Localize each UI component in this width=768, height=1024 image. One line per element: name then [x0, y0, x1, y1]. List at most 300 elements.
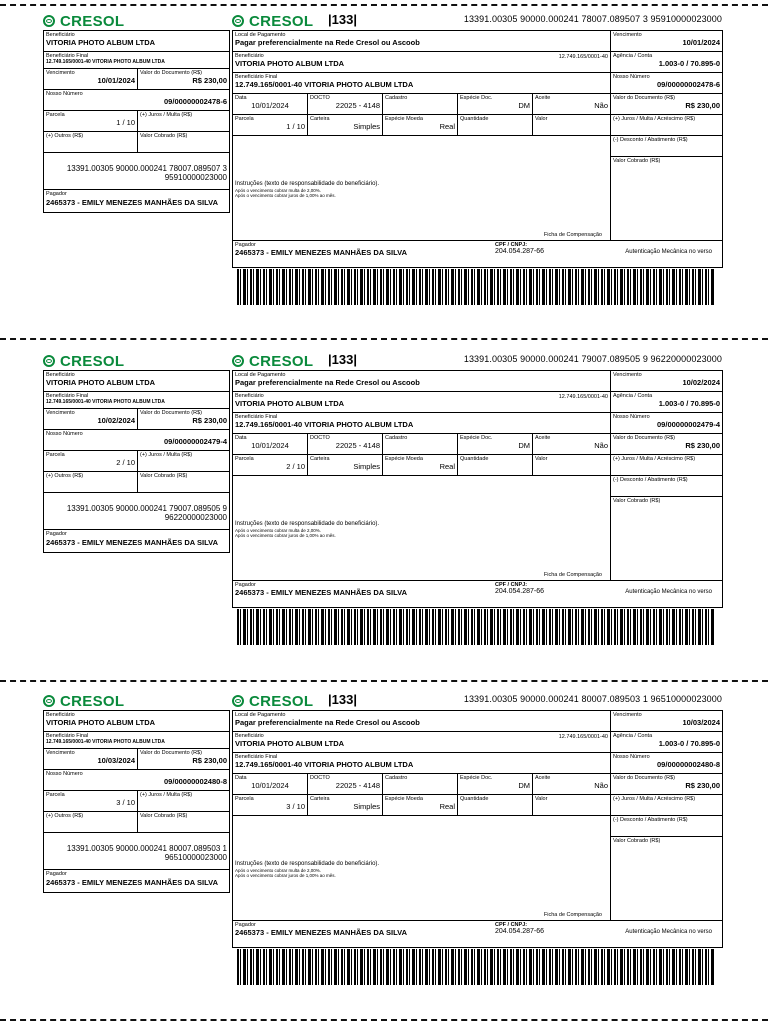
field-value: R$ 230,00 [685, 101, 720, 110]
field-value: 12.749.165/0001-40 [558, 734, 608, 740]
field-value: Beneficiário [46, 372, 75, 378]
comp-beneficiario-final [233, 753, 611, 774]
ficha-compensacao-label: Ficha de Compensação [543, 912, 602, 918]
comp-especie-doc [458, 774, 533, 795]
comp-especie-doc [458, 434, 533, 455]
comp-desconto [611, 476, 722, 497]
field-value: Vencimento [613, 712, 642, 718]
field-value: Espécie Moeda [385, 796, 423, 802]
comp-desconto [611, 816, 722, 837]
boleto-slip-2 [0, 340, 768, 640]
field-value: 09/00000002478-6 [657, 80, 720, 89]
field-value: 12.749.165/0001-40 VITORIA PHOTO ALBUM LTDA [46, 399, 165, 405]
instrucao-juros: Após o vencimento cobrar juros de 1,00% ao mês. [235, 872, 336, 878]
cresol-logo [43, 13, 124, 29]
barcode [237, 949, 715, 985]
field-value: (-) Desconto / Abatimento (R$) [613, 817, 688, 823]
field-value: R$ 230,00 [192, 76, 227, 85]
field-value: Nosso Número [613, 414, 650, 420]
field-value: 10/01/2024 [97, 76, 135, 85]
receipt-beneficiario [44, 371, 229, 392]
field-value: Autenticação Mecânica no verso [625, 249, 712, 255]
field-value: 13391.00305 90000.000241 78007.089507 3 [66, 164, 227, 173]
field-value: Pagador [235, 242, 256, 248]
comp-data [233, 434, 308, 455]
field-value: 10/02/2024 [97, 416, 135, 425]
instrucoes-title: Instruções (texto de responsabilidade do beneficiário). [235, 521, 380, 527]
cresol-logo [232, 13, 313, 29]
field-value: Beneficiário Final [46, 53, 89, 59]
field-value: (+) Juros / Multa (R$) [140, 792, 193, 798]
field-value: (+) Juros / Multa / Acréscimo (R$) [613, 456, 696, 462]
field-value: (+) Juros / Multa / Acréscimo (R$) [613, 796, 696, 802]
field-value: Parcela [235, 116, 254, 122]
field-value: Quantidade [460, 796, 489, 802]
field-value: R$ 230,00 [685, 441, 720, 450]
comp-pagador [233, 921, 722, 947]
field-value: Data [235, 95, 247, 101]
field-value: 10/02/2024 [682, 378, 720, 387]
comp-vencimento [611, 711, 722, 732]
linha-digitavel: 13391.00305 90000.000241 80007.089503 1 96510000023000 [463, 694, 722, 704]
comp-quantidade [458, 115, 533, 136]
field-value: 12.749.165/0001-40 VITORIA PHOTO ALBUM LTDA [235, 80, 414, 89]
field-value: Valor do Documento (R$) [140, 70, 202, 76]
field-value: DOCTO [310, 95, 330, 101]
field-value: 1 / 10 [286, 122, 305, 131]
field-value: 96220000023000 [164, 513, 227, 522]
field-value: Espécie Moeda [385, 456, 423, 462]
receipt-parcela [44, 111, 138, 132]
field-value: (-) Desconto / Abatimento (R$) [613, 477, 688, 483]
field-value: Real [439, 122, 455, 131]
field-value: 12.749.165/0001-40 [558, 54, 608, 60]
field-value: R$ 230,00 [192, 756, 227, 765]
receipt-pagador [44, 870, 229, 892]
field-value: 1.003-0 / 70.895-0 [658, 59, 720, 68]
comp-beneficiario [233, 732, 611, 753]
field-value: Vencimento [613, 372, 642, 378]
receipt-beneficiario [44, 31, 229, 52]
field-value: VITORIA PHOTO ALBUM LTDA [235, 739, 345, 748]
field-value: Pagador [235, 582, 256, 588]
field-value: Aceite [535, 775, 551, 781]
field-value: Espécie Moeda [385, 116, 423, 122]
comp-beneficiario [233, 392, 611, 413]
field-value: DOCTO [310, 775, 330, 781]
receipt-beneficiario-final [44, 392, 229, 409]
comp-valor-documento [611, 774, 722, 795]
field-value: Beneficiário Final [46, 393, 89, 399]
field-value: Beneficiário [235, 733, 264, 739]
barcode [237, 269, 715, 305]
field-value: 2 / 10 [286, 462, 305, 471]
comp-valor-cobrado [611, 157, 722, 241]
field-value: 22025 - 4148 [335, 101, 380, 110]
field-value: Beneficiário [235, 53, 264, 59]
receipt-linha-digitavel [44, 153, 229, 190]
field-value: Simples [353, 802, 380, 811]
field-value: Não [594, 441, 608, 450]
field-value: Valor do Documento (R$) [613, 435, 675, 441]
field-value: CPF / CNPJ: [495, 922, 528, 928]
field-value: 2465373 - EMILY MENEZES MANHÃES DA SILVA [235, 248, 407, 257]
field-value: 09/00000002479-4 [164, 437, 227, 446]
receipt-valor-documento [138, 749, 229, 770]
comp-especie-moeda [383, 115, 458, 136]
receipt-box [43, 30, 230, 213]
field-value: Aceite [535, 435, 551, 441]
field-value: CRESOL [60, 692, 125, 710]
cresol-logo-icon [43, 695, 55, 707]
field-value: Pagador [46, 191, 67, 197]
comp-aceite [533, 94, 611, 115]
receipt-outros [44, 812, 138, 833]
field-value: 22025 - 4148 [335, 441, 380, 450]
field-value: Agência / Conta [613, 733, 653, 739]
field-value: 10/01/2024 [251, 781, 289, 790]
comp-especie-doc [458, 94, 533, 115]
field-value: 12.749.165/0001-40 VITORIA PHOTO ALBUM LTDA [235, 420, 414, 429]
field-value: 12.749.165/0001-40 VITORIA PHOTO ALBUM LTDA [235, 760, 414, 769]
comp-vencimento [611, 371, 722, 392]
receipt-beneficiario-final [44, 52, 229, 69]
cresol-logo-icon [43, 355, 55, 367]
field-value: Cadastro [385, 95, 408, 101]
comp-quantidade [458, 795, 533, 816]
field-value: Pagar preferencialmente na Rede Cresol ou Ascoob [235, 378, 420, 387]
field-value: 204.054.287-66 [495, 248, 545, 255]
field-value: Parcela [46, 112, 65, 118]
field-value: VITORIA PHOTO ALBUM LTDA [235, 59, 345, 68]
field-value: Nosso Número [613, 754, 650, 760]
receipt-pagador [44, 530, 229, 552]
field-value: Pagador [46, 871, 67, 877]
comp-parcela [233, 115, 308, 136]
field-value: (+) Outros (R$) [46, 813, 84, 819]
field-value: 3 / 10 [116, 798, 135, 807]
field-value: (+) Juros / Multa (R$) [140, 112, 193, 118]
field-value: Cadastro [385, 435, 408, 441]
receipt-beneficiario-final [44, 732, 229, 749]
comp-aceite [533, 774, 611, 795]
cresol-logo-icon [232, 15, 244, 27]
ficha-compensacao-label: Ficha de Compensação [543, 232, 602, 238]
comp-beneficiario-final [233, 73, 611, 94]
field-value: Valor Cobrado (R$) [140, 813, 188, 819]
field-value: 1.003-0 / 70.895-0 [658, 399, 720, 408]
comp-carteira [308, 115, 383, 136]
comp-valor-cobrado [611, 837, 722, 921]
field-value: Beneficiário [235, 393, 264, 399]
field-value: Nosso Número [46, 431, 83, 437]
comp-valor [533, 455, 611, 476]
field-value: Pagar preferencialmente na Rede Cresol ou Ascoob [235, 718, 420, 727]
barcode [237, 609, 715, 645]
field-value: CPF / CNPJ: [495, 582, 528, 588]
comp-parcela [233, 455, 308, 476]
field-value: 12.749.165/0001-40 VITORIA PHOTO ALBUM LTDA [46, 59, 165, 65]
field-value: R$ 230,00 [192, 416, 227, 425]
field-value: 13391.00305 90000.000241 80007.089503 1 [66, 844, 227, 853]
field-value: 1.003-0 / 70.895-0 [658, 739, 720, 748]
receipt-juros-multa [138, 791, 229, 812]
receipt-juros-multa [138, 111, 229, 132]
field-value: 10/01/2024 [682, 38, 720, 47]
field-value: Cadastro [385, 775, 408, 781]
field-value: VITORIA PHOTO ALBUM LTDA [46, 718, 156, 727]
field-value: Vencimento [46, 70, 75, 76]
field-value: Real [439, 462, 455, 471]
receipt-pagador [44, 190, 229, 212]
field-value: (+) Outros (R$) [46, 133, 84, 139]
field-value: 13391.00305 90000.000241 79007.089505 9 [66, 504, 227, 513]
field-value: Aceite [535, 95, 551, 101]
compensation-box [232, 30, 723, 268]
field-value: Agência / Conta [613, 393, 653, 399]
comp-docto [308, 434, 383, 455]
field-value: 12.749.165/0001-40 VITORIA PHOTO ALBUM LTDA [46, 739, 165, 745]
field-value: Nosso Número [613, 74, 650, 80]
comp-data [233, 774, 308, 795]
instrucao-juros: Após o vencimento cobrar juros de 1,00% ao mês. [235, 192, 336, 198]
comp-valor-documento [611, 94, 722, 115]
linha-digitavel: 13391.00305 90000.000241 79007.089505 9 96220000023000 [463, 354, 722, 364]
field-value: Carteira [310, 456, 330, 462]
comp-desconto [611, 136, 722, 157]
field-value: Simples [353, 122, 380, 131]
field-value: Espécie Doc. [460, 95, 493, 101]
field-value: Valor do Documento (R$) [613, 95, 675, 101]
field-value: Valor Cobrado (R$) [613, 838, 661, 844]
linha-digitavel: 13391.00305 90000.000241 78007.089507 3 95910000023000 [463, 14, 722, 24]
field-value: Beneficiário Final [235, 74, 278, 80]
cresol-logo [232, 353, 313, 369]
field-value: (+) Outros (R$) [46, 473, 84, 479]
field-value: Autenticação Mecânica no verso [625, 589, 712, 595]
receipt-valor-documento [138, 409, 229, 430]
comp-especie-moeda [383, 795, 458, 816]
receipt-valor-cobrado [138, 812, 229, 833]
comp-carteira [308, 795, 383, 816]
field-value: Vencimento [46, 750, 75, 756]
field-value: CRESOL [60, 12, 125, 30]
field-value: Valor Cobrado (R$) [613, 498, 661, 504]
field-value: Valor [535, 456, 548, 462]
field-value: 96510000023000 [164, 853, 227, 862]
field-value: 10/01/2024 [251, 101, 289, 110]
comp-juros-multa [611, 115, 722, 136]
field-value: Pagar preferencialmente na Rede Cresol ou Ascoob [235, 38, 420, 47]
field-value: Valor Cobrado (R$) [613, 158, 661, 164]
field-value: CRESOL [249, 12, 314, 30]
field-value: CRESOL [249, 352, 314, 370]
receipt-valor-documento [138, 69, 229, 90]
cresol-logo [43, 353, 124, 369]
receipt-parcela [44, 451, 138, 472]
receipt-vencimento [44, 409, 138, 430]
field-value: 2465373 - EMILY MENEZES MANHÃES DA SILVA [46, 198, 218, 207]
receipt-valor-cobrado [138, 472, 229, 493]
instrucao-multa: Após o vencimento cobrar multa de 2,00%. [235, 867, 322, 873]
instrucao-juros: Após o vencimento cobrar juros de 1,00% ao mês. [235, 532, 336, 538]
field-value: Data [235, 775, 247, 781]
comp-valor-cobrado [611, 497, 722, 581]
field-value: Espécie Doc. [460, 435, 493, 441]
instrucoes-title: Instruções (texto de responsabilidade do beneficiário). [235, 181, 380, 187]
receipt-linha-digitavel [44, 493, 229, 530]
ficha-compensacao-label: Ficha de Compensação [543, 572, 602, 578]
field-value: Valor [535, 116, 548, 122]
receipt-nosso-numero [44, 90, 229, 111]
field-value: Local de Pagamento [235, 712, 286, 718]
cresol-logo-icon [232, 695, 244, 707]
instrucao-multa: Após o vencimento cobrar multa de 2,00%. [235, 187, 322, 193]
field-value: 95910000023000 [164, 173, 227, 182]
field-value: Valor do Documento (R$) [140, 750, 202, 756]
compensation-box [232, 710, 723, 948]
field-value: DM [518, 441, 530, 450]
field-value: Beneficiário Final [46, 733, 89, 739]
field-value: 12.749.165/0001-40 [558, 394, 608, 400]
comp-pagador [233, 581, 722, 607]
boleto-slip-1 [0, 0, 768, 300]
field-value: 2465373 - EMILY MENEZES MANHÃES DA SILVA [235, 928, 407, 937]
comp-beneficiario [233, 52, 611, 73]
field-value: Valor do Documento (R$) [140, 410, 202, 416]
field-value: Local de Pagamento [235, 372, 286, 378]
field-value: DOCTO [310, 435, 330, 441]
comp-nosso-numero [611, 753, 722, 774]
field-value: CRESOL [249, 692, 314, 710]
field-value: Valor [535, 796, 548, 802]
field-value: Autenticação Mecânica no verso [625, 929, 712, 935]
field-value: Beneficiário Final [235, 754, 278, 760]
comp-instrucoes [233, 816, 611, 921]
field-value: 2465373 - EMILY MENEZES MANHÃES DA SILVA [235, 588, 407, 597]
field-value: Beneficiário Final [235, 414, 278, 420]
comp-juros-multa [611, 455, 722, 476]
cresol-logo [232, 693, 313, 709]
field-value: Beneficiário [46, 712, 75, 718]
field-value: DM [518, 781, 530, 790]
comp-agencia-conta [611, 52, 722, 73]
comp-carteira [308, 455, 383, 476]
local-pagamento [233, 711, 611, 732]
comp-cadastro [383, 94, 458, 115]
comp-pagador [233, 241, 722, 267]
field-value: Valor do Documento (R$) [613, 775, 675, 781]
field-value: CRESOL [60, 352, 125, 370]
receipt-linha-digitavel [44, 833, 229, 870]
local-pagamento [233, 371, 611, 392]
field-value: Nosso Número [46, 91, 83, 97]
receipt-box [43, 370, 230, 553]
field-value: Beneficiário [46, 32, 75, 38]
comp-cadastro [383, 774, 458, 795]
field-value: 204.054.287-66 [495, 588, 545, 595]
field-value: Pagador [46, 531, 67, 537]
field-value: Quantidade [460, 116, 489, 122]
comp-nosso-numero [611, 73, 722, 94]
comp-especie-moeda [383, 455, 458, 476]
receipt-juros-multa [138, 451, 229, 472]
field-value: 09/00000002479-4 [657, 420, 720, 429]
receipt-box [43, 710, 230, 893]
bank-code: |133| [328, 692, 357, 707]
comp-instrucoes [233, 476, 611, 581]
field-value: 10/03/2024 [97, 756, 135, 765]
comp-vencimento [611, 31, 722, 52]
field-value: Simples [353, 462, 380, 471]
field-value: 204.054.287-66 [495, 928, 545, 935]
field-value: Não [594, 781, 608, 790]
comp-instrucoes [233, 136, 611, 241]
field-value: CPF / CNPJ: [495, 242, 528, 248]
field-value: 2465373 - EMILY MENEZES MANHÃES DA SILVA [46, 538, 218, 547]
field-value: (+) Juros / Multa (R$) [140, 452, 193, 458]
field-value: 3 / 10 [286, 802, 305, 811]
bank-code: |133| [328, 352, 357, 367]
field-value: DM [518, 101, 530, 110]
comp-agencia-conta [611, 392, 722, 413]
comp-docto [308, 94, 383, 115]
field-value: (-) Desconto / Abatimento (R$) [613, 137, 688, 143]
comp-valor [533, 795, 611, 816]
compensation-box [232, 370, 723, 608]
field-value: Espécie Doc. [460, 775, 493, 781]
field-value: Valor Cobrado (R$) [140, 133, 188, 139]
field-value: Real [439, 802, 455, 811]
field-value: VITORIA PHOTO ALBUM LTDA [46, 378, 156, 387]
receipt-nosso-numero [44, 430, 229, 451]
field-value: Pagador [235, 922, 256, 928]
field-value: 10/01/2024 [251, 441, 289, 450]
field-value: VITORIA PHOTO ALBUM LTDA [235, 399, 345, 408]
comp-valor-documento [611, 434, 722, 455]
field-value: Data [235, 435, 247, 441]
field-value: 10/03/2024 [682, 718, 720, 727]
comp-aceite [533, 434, 611, 455]
comp-nosso-numero [611, 413, 722, 434]
field-value: Nosso Número [46, 771, 83, 777]
field-value: Parcela [46, 792, 65, 798]
field-value: (+) Juros / Multa / Acréscimo (R$) [613, 116, 696, 122]
field-value: Agência / Conta [613, 53, 653, 59]
field-value: Carteira [310, 116, 330, 122]
field-value: Vencimento [46, 410, 75, 416]
comp-parcela [233, 795, 308, 816]
receipt-nosso-numero [44, 770, 229, 791]
receipt-outros [44, 132, 138, 153]
instrucoes-title: Instruções (texto de responsabilidade do beneficiário). [235, 861, 380, 867]
field-value: Carteira [310, 796, 330, 802]
field-value: Parcela [235, 796, 254, 802]
field-value: 2465373 - EMILY MENEZES MANHÃES DA SILVA [46, 878, 218, 887]
comp-valor [533, 115, 611, 136]
instrucao-multa: Após o vencimento cobrar multa de 2,00%. [235, 527, 322, 533]
comp-juros-multa [611, 795, 722, 816]
field-value: 22025 - 4148 [335, 781, 380, 790]
receipt-vencimento [44, 69, 138, 90]
field-value: Local de Pagamento [235, 32, 286, 38]
comp-data [233, 94, 308, 115]
field-value: 09/00000002480-8 [657, 760, 720, 769]
cut-line-bottom [0, 1019, 768, 1021]
receipt-vencimento [44, 749, 138, 770]
comp-agencia-conta [611, 732, 722, 753]
receipt-valor-cobrado [138, 132, 229, 153]
